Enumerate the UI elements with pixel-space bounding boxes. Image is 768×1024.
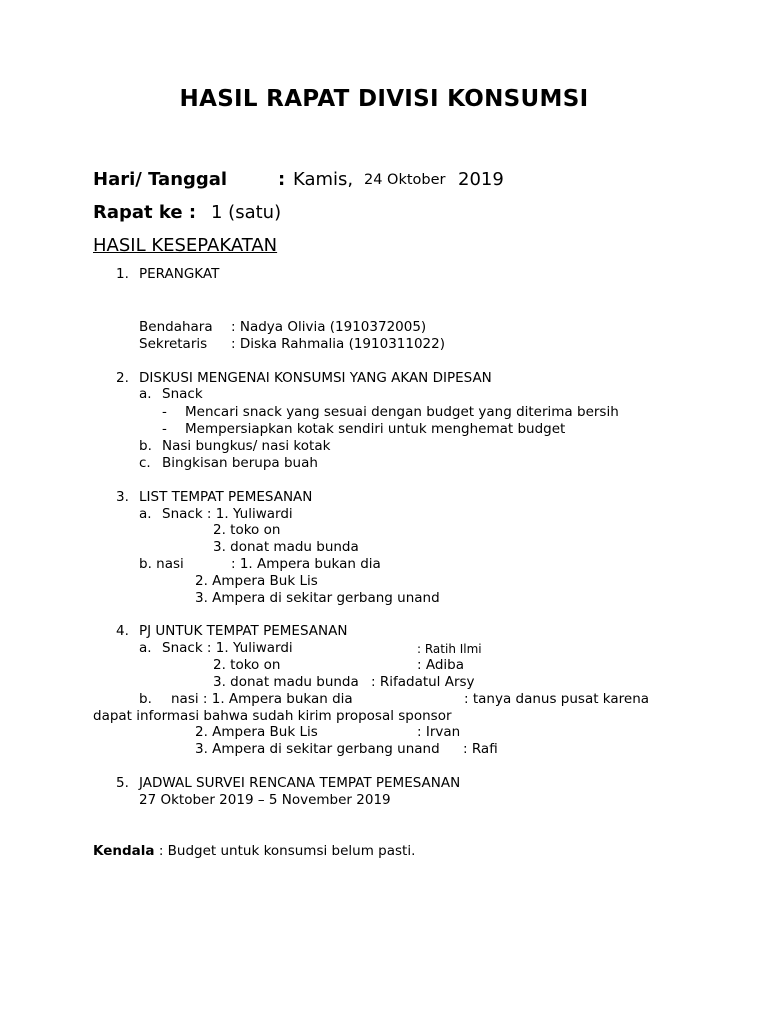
document-title: HASIL RAPAT DIVISI KONSUMSI: [179, 86, 589, 112]
pj-value: : tanya danus pusat karena: [464, 691, 650, 707]
dash-marker: -: [162, 404, 167, 420]
list-item: 2. Ampera Buk Lis: [195, 573, 318, 589]
schedule-range: 27 Oktober 2019 – 5 November 2019: [139, 792, 391, 808]
hari-tanggal-colon: :: [278, 169, 286, 190]
list-item: Snack : 1. Yuliwardi: [162, 640, 293, 656]
list-marker: b.: [139, 438, 152, 454]
bendahara-value: : Nadya Olivia (1910372005): [231, 319, 427, 335]
list-number: 5.: [116, 775, 129, 791]
pj-value: : Rafi: [463, 741, 498, 757]
list-number: 1.: [116, 266, 129, 282]
list-number: 2.: [116, 370, 129, 386]
section-1-title: PERANGKAT: [139, 266, 220, 282]
list-item: b. nasi: [139, 556, 184, 572]
section-4-title: PJ UNTUK TEMPAT PEMESANAN: [139, 623, 348, 639]
dash-marker: -: [162, 421, 167, 437]
sekretaris-value: : Diska Rahmalia (1910311022): [231, 336, 445, 352]
list-item: 2. toko on: [213, 657, 281, 673]
list-item: 2. toko on: [213, 522, 281, 538]
list-item: Snack : 1. Yuliwardi: [162, 506, 293, 522]
list-item: Snack: [162, 386, 203, 402]
list-item: 3. Ampera di sekitar gerbang unand: [195, 590, 440, 606]
kendala-label: Kendala: [93, 843, 155, 859]
bendahara-label: Bendahara: [139, 319, 213, 335]
pj-value: : Irvan: [417, 724, 461, 740]
pj-value: : Rifadatul Arsy: [371, 674, 475, 690]
list-item: nasi : 1. Ampera bukan dia: [171, 691, 353, 707]
section-5-title: JADWAL SURVEI RENCANA TEMPAT PEMESANAN: [139, 775, 461, 791]
kendala-value: : Budget untuk konsumsi belum pasti.: [158, 843, 416, 859]
rapat-value: 1 (satu): [211, 202, 282, 223]
section-3-title: LIST TEMPAT PEMESANAN: [139, 489, 313, 505]
section-2-title: DISKUSI MENGENAI KONSUMSI YANG AKAN DIPESAN: [139, 370, 492, 386]
list-item: Mencari snack yang sesuai dengan budget yang diterima bersih: [185, 404, 619, 420]
pj-value: : Adiba: [417, 657, 464, 673]
hari-day: Kamis,: [293, 169, 354, 190]
rapat-label: Rapat ke :: [93, 202, 197, 223]
pj-continuation: dapat informasi bahwa sudah kirim proposal sponsor: [93, 708, 452, 724]
list-marker: b.: [139, 691, 152, 707]
hari-year: 2019: [458, 169, 504, 190]
list-number: 4.: [116, 623, 129, 639]
kendala-line: [93, 843, 415, 860]
list-item: Nasi bungkus/ nasi kotak: [162, 438, 331, 454]
section-heading: HASIL KESEPAKATAN: [93, 235, 278, 256]
list-marker: a.: [139, 640, 152, 656]
list-item: 3. donat madu bunda: [213, 674, 359, 690]
list-marker: a.: [139, 506, 152, 522]
sekretaris-label: Sekretaris: [139, 336, 208, 352]
list-item: Bingkisan berupa buah: [162, 455, 318, 471]
list-item: : 1. Ampera bukan dia: [231, 556, 381, 572]
list-item: 3. donat madu bunda: [213, 539, 359, 555]
hari-date: 24 Oktober: [364, 172, 446, 188]
list-marker: a.: [139, 386, 152, 402]
list-marker: c.: [139, 455, 151, 471]
pj-value: : Ratih Ilmi: [417, 642, 482, 656]
hari-tanggal-label: Hari/ Tanggal: [93, 169, 228, 190]
list-item: Mempersiapkan kotak sendiri untuk menghemat budget: [185, 421, 566, 437]
list-number: 3.: [116, 489, 129, 505]
list-item: 2. Ampera Buk Lis: [195, 724, 318, 740]
list-item: 3. Ampera di sekitar gerbang unand: [195, 741, 440, 757]
